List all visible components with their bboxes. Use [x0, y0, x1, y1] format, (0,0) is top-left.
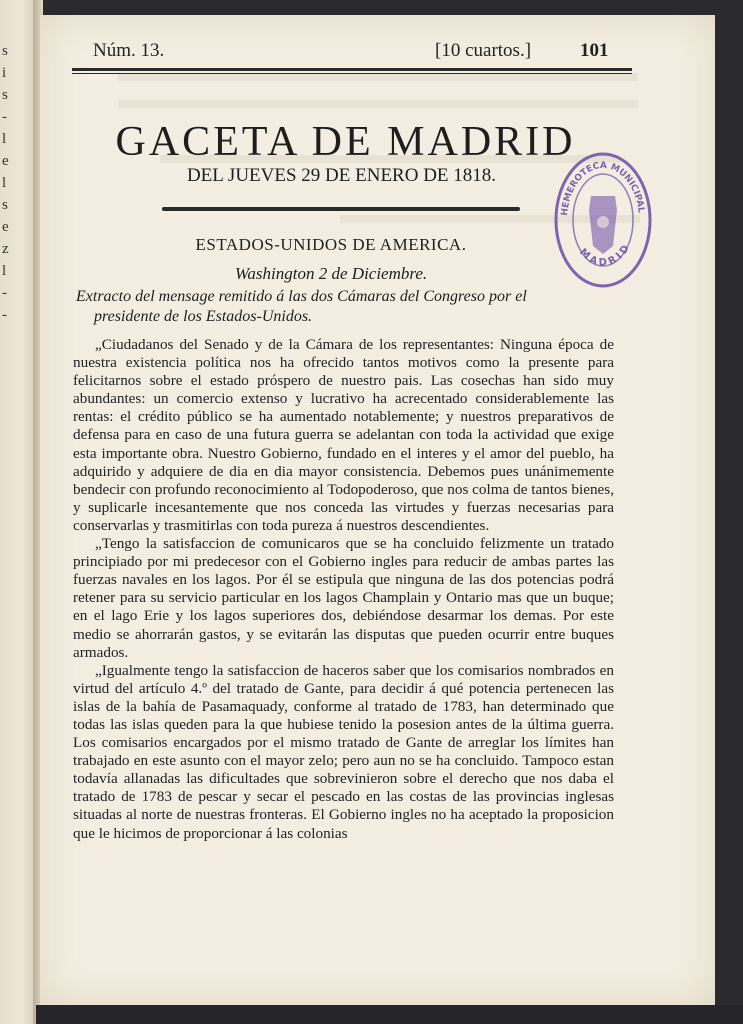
extract-line-1: Extracto del mensage remitido á las dos Cámaras del Congreso por el [76, 288, 527, 305]
bleed-through [118, 73, 638, 81]
stamp-bottom-text: MADRID [577, 240, 634, 269]
facing-page-letters: s i s - l e l s e z l - - [2, 43, 9, 323]
newspaper-page [40, 15, 715, 1005]
header-rule [72, 68, 632, 71]
paragraph-3: „Igualmente tengo la satisfaccion de haceros saber que los comisarios nombrados en virtud del artículo 4.º del tratado de Gante, para decidir á qué potencia pertenecen las islas de la bahía de Pasamaquady, conforme al tratado de 1783, han determinado que todas las islas queden para la que hubiese tenido la posesion antes de la última guerra. Los comisarios encargados por el mismo tratado de Gante de arreglar los límites han trabajado en este asunto con el mayor zelo; pero aun no se ha concluido. Tampoco estan todavía allanadas las dificultades que sobrevinieron sobre el derecho que nos daba el tratado de 1783 de pescar y secar el pescado en las costas de las provincias inglesas situadas al norte de nuestras fronteras. El Gobierno ingles no ha aceptado la proposicion que le hicimos de proporcionar á las colonias [73, 661, 614, 842]
paragraph-2: „Tengo la satisfaccion de comunicaros que se ha concluido felizmente un tratado principiado por mi predecesor con el Gobierno ingles para reducir de ambas partes las fuerzas navales en los lagos. Por él se estipula que ninguna de las dos potencias podrá retener para su servicio particular en los lagos Champlain y Ontario mas que un buque; en el lago Erie y los lagos superiores dos, debiéndose desarmar los demas. Por este medio se ahorrarán gastos, y se evitarán las disputas que pueden ocurrir entre buques armados. [73, 535, 614, 661]
page-number: 101 [580, 40, 609, 61]
issue-price: [10 cuartos.] [435, 40, 532, 61]
scan-background-bottom [36, 1005, 743, 1024]
issue-number: Núm. 13. [93, 40, 165, 61]
library-stamp-icon [553, 150, 653, 290]
extract-line-2: presidente de los Estados-Unidos. [94, 308, 313, 325]
article-body [73, 336, 614, 843]
header-rule-thin [72, 73, 632, 74]
masthead-dateline: DEL JUEVES 29 DE ENERO DE 1818. [186, 165, 497, 186]
bleed-through [118, 100, 638, 108]
dateline-place: Washington 2 de Diciembre. [234, 264, 428, 283]
paragraph-1: „Ciudadanos del Senado y de la Cámara de los representantes: Ninguna época de nuestra existencia política nos ha ofrecido tantos motivos como la presente para felicitarnos sobre el estado próspero de nuestro pais. Las cosechas han sido muy abundantes: un comercio extenso y lucrativo ha acrecentado considerablemente las rentas: el crédito público se ha aumentado notablemente; y nuestros preparativos de defensa para en caso de una futura guerra se adelantan con toda la actividad que exige esta importante obra. Nuestro Gobierno, fundado en el interes y el amor del pueblo, ha adquirido y adquiere de dia en dia mayor consistencia. Debemos pues unánimemente bendecir con profundo reconocimiento al Todopoderoso, que nos colma de tantos bienes, y suplicarle incesantemente que nos conceda las virtudes y fuerzas necesarias para conservarlas y trasmitirlas con toda pureza á nuestros descendientes. [73, 336, 614, 534]
stamp-top-text: HEMEROTECA MUNICIPAL [560, 160, 646, 217]
dateline-rule [162, 207, 520, 211]
masthead-title: GACETA DE MADRID [115, 119, 576, 165]
section-heading: ESTADOS-UNIDOS DE AMERICA. [195, 235, 467, 254]
article-extract-heading [76, 287, 612, 327]
scan-background-right [715, 0, 743, 1024]
